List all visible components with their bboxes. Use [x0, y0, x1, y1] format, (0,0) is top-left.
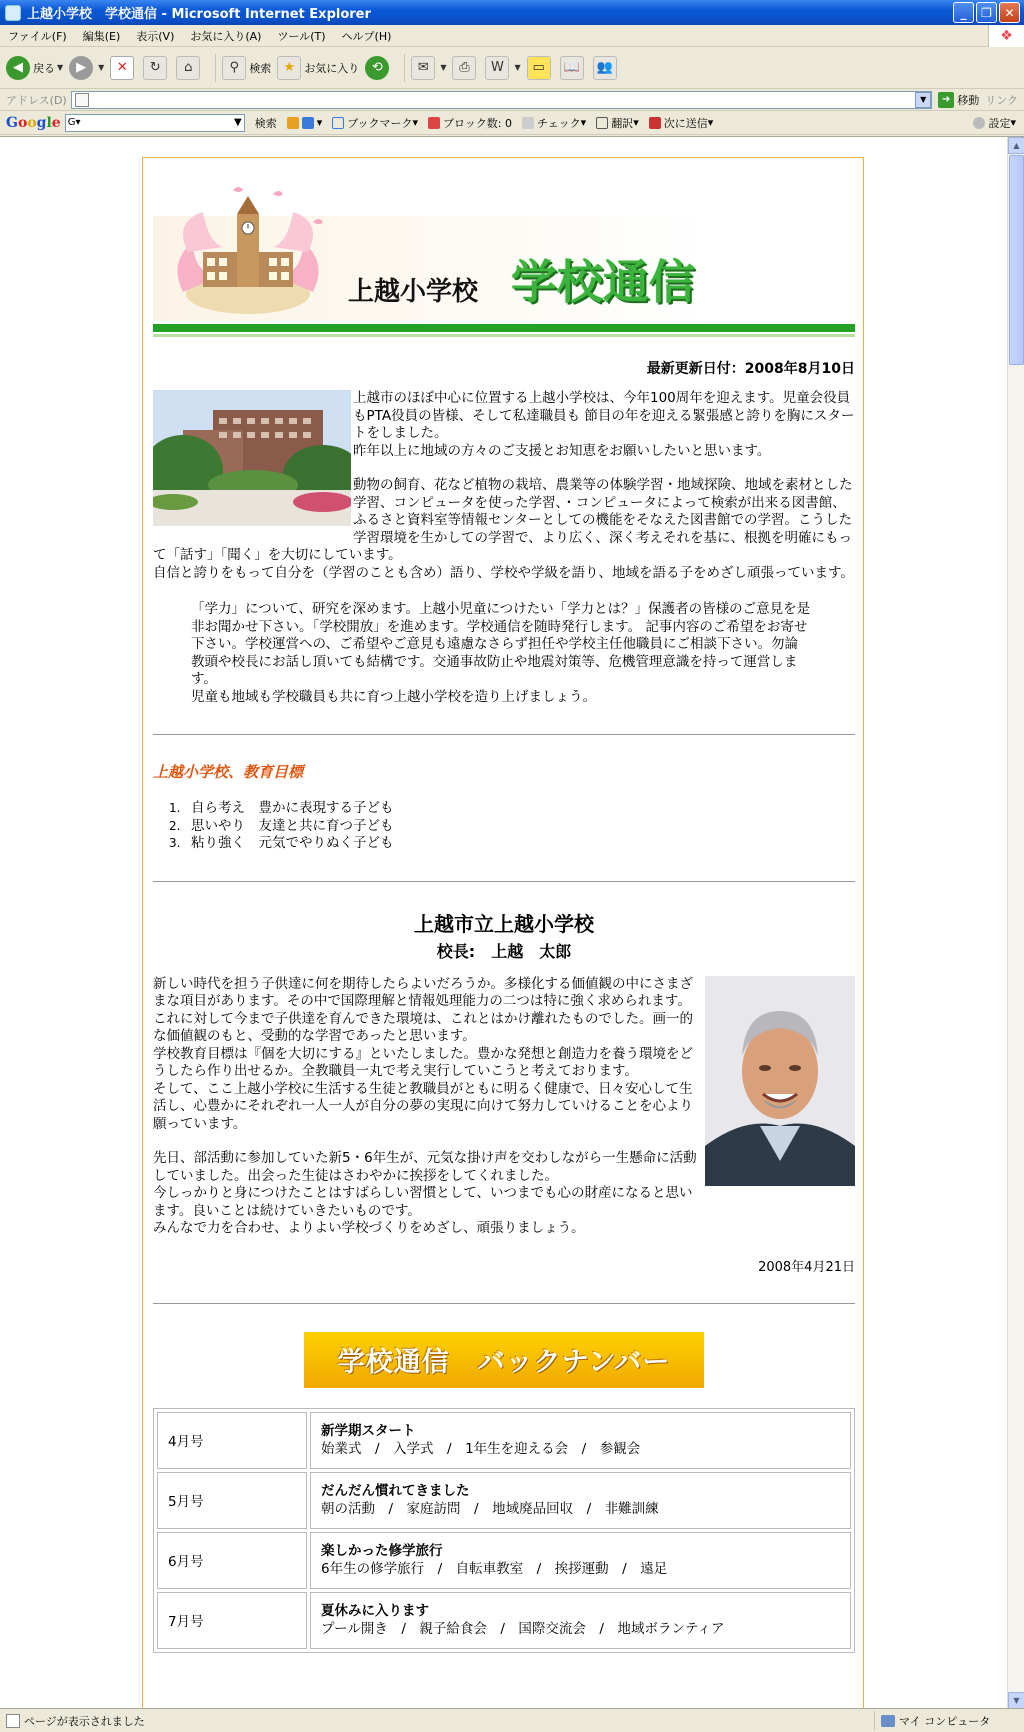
divider [153, 1303, 855, 1304]
discuss-button[interactable] [527, 56, 554, 80]
window-titlebar[interactable] [0, 0, 1024, 25]
list-item: 1. 自ら考え 豊かに表現する子ども [169, 800, 394, 816]
settings-icon [973, 117, 985, 129]
issue-topics: 朝の活動 / 家庭訪問 / 地域廃品回収 / 非難訓練 [321, 1501, 659, 1517]
menu-edit[interactable]: 編集(E) [82, 29, 121, 43]
print-button[interactable] [452, 56, 479, 80]
table-row[interactable] [157, 1472, 851, 1529]
address-dropdown-icon[interactable]: ▼ [915, 92, 931, 108]
google-search-input[interactable]: G▾ ▼ [65, 114, 245, 132]
content-frame [142, 157, 864, 1708]
back-arrow-icon: ◀ [6, 56, 30, 80]
intro-paragraph-3: 動物の飼育、花など植物の栽培、農業等の体験学習・地域探険、地域を素材とした学習、コンピュータを使った学習、・コンピュータによって検索が出来る図書館、ふるさと資料室等情報センターとしての機能をそなえた図書館での学習。こうした学習環境を生かしての学習で、より広く、深く考えそれを基に、根拠を明確にもって「話す」「聞く」を大切にしています。 [153, 477, 853, 563]
backnumber-table [153, 1408, 855, 1653]
security-zone: マイ コンピュータ [874, 1711, 1024, 1731]
windows-logo-icon: ❖ [988, 25, 1024, 47]
message-paragraph-6: みんなで力を合わせ、よりよい学校づくりをめざし、頑張りましょう。 [153, 1220, 585, 1236]
google-bookmark-button[interactable]: ブックマーク ▾ [332, 115, 418, 131]
vertical-scrollbar[interactable] [1007, 137, 1024, 1708]
address-label: アドレス(D) [6, 93, 67, 107]
translate-button[interactable]: 翻訳 ▾ [596, 115, 639, 131]
google-search-button[interactable]: 検索 [254, 116, 277, 130]
backnumber-banner: 学校通信 バックナンバー [304, 1332, 704, 1388]
edit-button[interactable]: W ▼ [485, 56, 520, 80]
issue-title[interactable]: 楽しかった修学旅行 [321, 1543, 443, 1559]
message-date: 2008年4月21日 [758, 1259, 855, 1275]
google-settings-button[interactable]: 設定 ▾ [973, 115, 1024, 131]
history-icon: ⟲ [365, 56, 389, 80]
research-button[interactable] [560, 56, 587, 80]
research-icon: 📖 [560, 56, 584, 80]
menu-tools[interactable]: ツール(T) [277, 29, 326, 43]
issue-title[interactable]: だんだん慣れてきました [321, 1483, 470, 1499]
standard-toolbar [0, 47, 1024, 89]
notice-block [191, 601, 811, 706]
intro-paragraph-1: 上越市のほぼ中心に位置する上越小学校は、今年100周年を迎えます。児童会役員もPTA役員の皆様、そして私達職員も 節目の年を迎える緊張感と誇りを胸にスタートをしました。 [353, 390, 855, 441]
message-paragraph-1: 新しい時代を担う子供達に何を期待したらよいだろうか。多様化する価値観の中にさまざまな項目があります。その中で国際理解と情報処理能力の二つは特に強く求められます。これに対して今まで子供達を育んできた環境は、これとはかけ離れたものでした。画一的な価値観のもと、受動的な学習であったと思います。 [153, 975, 693, 1044]
intro-section [153, 390, 855, 582]
spell-check-button[interactable]: チェック ▾ [522, 115, 586, 131]
computer-icon [881, 1715, 895, 1727]
star-icon: ★ [277, 56, 301, 80]
forward-button[interactable]: ▶ ▼ [69, 56, 104, 80]
minimize-button[interactable]: _ [953, 2, 974, 23]
school-photo [153, 390, 351, 526]
header-banner [153, 176, 855, 338]
google-logo: Google [6, 114, 61, 131]
intro-paragraph-2: 昨年以上に地域の方々のご支援とお知恵をお願いしたいと思います。 [353, 442, 771, 459]
notice-paragraph-2: 児童も地域も学校職員も共に育つ上越小学校を造り上げましょう。 [191, 688, 596, 705]
message-paragraph-4: 先日、部活動に参加していた新5・6年生が、元気な掛け声を交わしながら一生懸命に活動していました。出会った生徒はさわやかに挨拶をしてくれました。 [153, 1150, 697, 1184]
close-button[interactable]: ✕ [999, 2, 1020, 23]
principal-photo [705, 976, 855, 1186]
divider [153, 881, 855, 882]
edit-icon: W [485, 56, 509, 80]
issue-topics: プール開き / 親子給食会 / 国際交流会 / 地域ボランティア [321, 1621, 725, 1637]
abc-check-icon [522, 117, 534, 129]
table-row[interactable] [157, 1592, 851, 1649]
window-title: 上越小学校 学校通信 - Microsoft Internet Explorer [27, 7, 371, 22]
issue-topics: 始業式 / 入学式 / 1年生を迎える会 / 参観会 [321, 1441, 641, 1457]
list-item: 3. 粘り強く 元気でやりぬく子ども [169, 835, 394, 851]
block-icon [428, 117, 440, 129]
page-done-icon [6, 1714, 20, 1728]
intro-paragraph-4: 自信と誇りをもって自分を（学習のことも含め）語り、学校や学級を語り、地域を語る子をめざし頑張っています。 [153, 564, 854, 581]
refresh-button[interactable] [143, 56, 170, 80]
message-paragraph-3: そして、ここ上越小学校に生活する生徒と教職員がともに明るく健康で、日々安心して生活し、心豊かにそれぞれ一人一人が自分の夢の実現に向けて努力していけることを心より願っています。 [153, 1080, 693, 1132]
notice-paragraph-1: 「学力」について、研究を深めます。上越小児童につけたい「学力とは？」保護者の皆様のご意見を是非お聞かせ下さい。「学校開放」を進めます。学校通信を随時発行します。 記事内容のご希望をお寄せ下さい。学校運営への、ご希望やご意見も遠慮なさらず担任や学校主任他職員にご相談下さい。勿論教頭や校長にお話し頂いても結構です。交通事故防止や地震対策等、危機管理意識を持って運営します。 [191, 601, 811, 687]
principal-message [153, 976, 855, 1238]
messenger-button[interactable] [593, 56, 620, 80]
message-paragraph-2: 学校教育目標は『個を大切にする』といたしました。豊かな発想と創造力を養う環境をどうしたら作り出せるか。全教職員一丸で考え実行していこうと考えております。 [153, 1045, 693, 1079]
issue-title[interactable]: 新学期スタート [321, 1423, 416, 1439]
send-to-button[interactable]: 次に送信 ▾ [649, 115, 714, 131]
maximize-button[interactable]: ❐ [976, 2, 997, 23]
education-goals-heading: 上越小学校、教育目標 [153, 763, 304, 781]
menu-file[interactable]: ファイル(F) [8, 29, 67, 43]
popup-blocker-button[interactable]: ブロック数: 0 [428, 115, 512, 131]
status-bar [0, 1708, 1024, 1732]
principal-name: 校長: 上越 太郎 [436, 941, 572, 961]
favorites-button[interactable]: ★ お気に入り [277, 56, 359, 80]
go-arrow-icon: ➔ [938, 92, 954, 108]
refresh-icon: ↻ [143, 56, 167, 80]
scroll-up-icon[interactable]: ▲ [1008, 137, 1024, 154]
page-title: 学校通信 [511, 255, 695, 309]
message-paragraph-5: 今しっかりと身につけたことはすばらしい習慣として、いつまでも心の財産になると思います。良いことは続けていきたいものです。 [153, 1185, 693, 1219]
issue-month: 6月号 [157, 1532, 307, 1589]
table-row[interactable] [157, 1412, 851, 1469]
search-button[interactable]: ⚲ 検索 [222, 56, 271, 80]
links-button[interactable]: リンク [985, 93, 1018, 107]
search-icon: ⚲ [222, 56, 246, 80]
issue-title[interactable]: 夏休みに入ります [321, 1603, 429, 1619]
issue-month: 5月号 [157, 1472, 307, 1529]
principal-heading [153, 908, 855, 962]
divider [153, 734, 855, 735]
last-updated: 最新更新日付：2008年8月10日 [646, 361, 855, 377]
menu-help[interactable]: ヘルプ(H) [341, 29, 392, 43]
page-icon [75, 93, 89, 107]
table-row[interactable] [157, 1532, 851, 1589]
school-full-name: 上越市立上越小学校 [414, 911, 594, 936]
education-goals-list [169, 800, 855, 853]
home-button[interactable] [176, 56, 203, 80]
printer-icon: ⎙ [452, 56, 476, 80]
messenger-icon: 👥 [593, 56, 617, 80]
scroll-thumb[interactable] [1009, 155, 1024, 365]
issue-topics: 6年生の修学旅行 / 自転車教室 / 挨拶運動 / 遠足 [321, 1561, 668, 1577]
list-item: 2. 思いやり 友達と共に育つ子ども [169, 817, 394, 834]
menu-bar [0, 25, 1024, 47]
menu-view[interactable]: 表示(V) [136, 29, 175, 43]
mail-button[interactable]: ✉ ▼ [411, 56, 446, 80]
forward-arrow-icon: ▶ [69, 56, 93, 80]
go-button[interactable]: ➔ 移動 [938, 92, 979, 108]
google-pagerank[interactable]: ▾ [287, 116, 323, 129]
bookmark-star-icon [332, 117, 344, 129]
school-name: 上越小学校 [348, 277, 479, 307]
translate-icon [596, 117, 608, 129]
status-text: ページが表示されました [24, 1714, 145, 1728]
send-icon [649, 117, 661, 129]
stop-button[interactable] [110, 56, 137, 80]
browser-viewport[interactable] [0, 136, 1024, 1708]
scroll-down-icon[interactable]: ▼ [1008, 1692, 1024, 1708]
issue-month: 7月号 [157, 1592, 307, 1649]
google-toolbar [0, 111, 1024, 135]
history-button[interactable] [365, 56, 392, 80]
stop-icon: ✕ [110, 56, 134, 80]
home-icon: ⌂ [176, 56, 200, 80]
address-input[interactable] [71, 91, 932, 109]
back-button[interactable]: ◀ 戻る ▼ [6, 56, 63, 80]
mail-icon: ✉ [411, 56, 435, 80]
school-illustration [163, 182, 333, 322]
ie-icon [5, 5, 21, 21]
address-bar [0, 89, 1024, 111]
issue-month: 4月号 [157, 1412, 307, 1469]
menu-favorites[interactable]: お気に入り(A) [190, 29, 262, 43]
note-icon: ▭ [527, 56, 551, 80]
